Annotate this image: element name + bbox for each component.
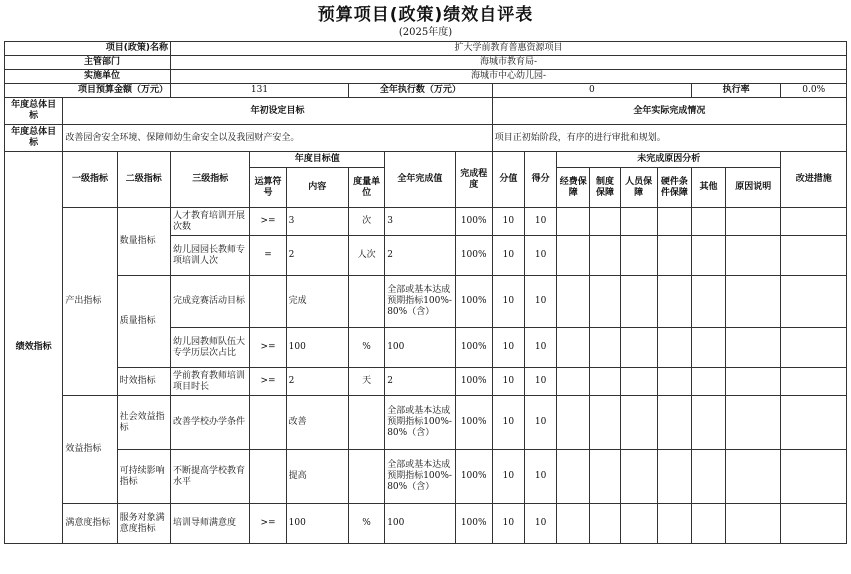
unit-header: 度量单位 [348,168,384,208]
done-cell: 2 [385,368,455,396]
level2-header: 二级指标 [117,152,170,208]
annual-target-header: 年度目标值 [250,152,385,168]
score-value-header: 分值 [492,152,524,208]
done-header: 全年完成值 [385,152,455,208]
page-title: 预算项目(政策)绩效自评表 [317,5,534,25]
initial-goal-text: 改善园舍安全环境、保障师幼生命安全以及我园财产安全。 [63,125,492,152]
operator-cell [250,396,286,450]
degree-cell: 100% [455,450,492,504]
reason-system-header: 制度保障 [590,168,620,208]
unit-cell: 次 [348,208,384,236]
reason-staff-header: 人员保障 [620,168,657,208]
done-cell: 全部或基本达成预期指标100%-80%（含） [385,276,455,328]
reason-fund-header: 经费保障 [557,168,590,208]
score-value-cell: 10 [492,328,524,368]
level3-cell: 学前教育教师培训项目时长 [170,368,249,396]
score-cell: 10 [524,276,556,328]
content-cell: 提高 [286,450,348,504]
unit-label: 实施单位 [5,70,171,84]
level1-header: 一级指标 [63,152,117,208]
done-cell: 3 [385,208,455,236]
content-cell: 改善 [286,396,348,450]
done-cell: 100 [385,504,455,544]
content-cell: 3 [286,208,348,236]
project-name-label: 项目(政策)名称 [5,42,171,56]
degree-cell: 100% [455,276,492,328]
group-timeliness: 时效指标 [117,368,170,396]
performance-indicator-label: 绩效指标 [5,152,63,544]
operator-cell [250,450,286,504]
done-cell: 2 [385,236,455,276]
level3-cell: 改善学校办学条件 [170,396,249,450]
dept-value: 海城市教育局- [170,56,846,70]
degree-cell: 100% [455,208,492,236]
level3-cell: 培训导师满意度 [170,504,249,544]
level3-cell: 完成竞赛活动目标 [170,276,249,328]
group-quantity: 数量指标 [117,208,170,276]
year-subtitle: (2025年度) [398,27,453,38]
group-sustain: 可持续影响指标 [117,450,170,504]
group-satisfaction: 满意度指标 [63,504,117,544]
degree-cell: 100% [455,504,492,544]
degree-cell: 100% [455,236,492,276]
unit-row [5,70,847,84]
degree-cell: 100% [455,368,492,396]
group-benefit: 效益指标 [63,396,117,504]
operator-cell: = [250,236,286,276]
group-quality: 质量指标 [117,276,170,368]
score-value-cell: 10 [492,450,524,504]
unit-cell: % [348,504,384,544]
content-cell: 100 [286,328,348,368]
table-row [5,208,847,236]
exec-label: 全年执行数（万元） [348,84,492,98]
content-cell: 2 [286,236,348,276]
level3-cell: 人才教育培训开展次数 [170,208,249,236]
content-cell: 完成 [286,276,348,328]
goal-text-row [5,125,847,152]
goal-header-row [5,98,847,125]
table-row [5,396,847,450]
score-value-cell: 10 [492,208,524,236]
score-value-cell: 10 [492,236,524,276]
table-row [5,504,847,544]
rate-label: 执行率 [691,84,781,98]
score-value-cell: 10 [492,276,524,328]
reason-note-header: 原因说明 [726,168,781,208]
initial-goal-header: 年初设定目标 [63,98,492,125]
score-cell: 10 [524,504,556,544]
score-cell: 10 [524,208,556,236]
content-header: 内容 [286,168,348,208]
actual-goal-header: 全年实际完成情况 [492,98,846,125]
operator-cell [250,276,286,328]
score-value-cell: 10 [492,368,524,396]
done-cell: 全部或基本达成预期指标100%-80%（含） [385,450,455,504]
measures-header: 改进措施 [781,152,847,208]
content-cell: 2 [286,368,348,396]
unit-cell: 人次 [348,236,384,276]
unit-cell: 天 [348,368,384,396]
score-cell: 10 [524,328,556,368]
group-social: 社会效益指标 [117,396,170,450]
project-name-row [5,42,847,56]
indicator-header-row-1 [5,152,847,168]
unit-cell: % [348,328,384,368]
evaluation-table [4,41,847,544]
degree-header: 完成程度 [455,152,492,208]
annual-goal-label: 年度总体目标 [5,98,63,125]
operator-cell: >= [250,504,286,544]
score-value-cell: 10 [492,396,524,450]
done-cell: 100 [385,328,455,368]
reason-analysis-header: 未完成原因分析 [557,152,781,168]
unit-cell [348,396,384,450]
budget-row [5,84,847,98]
group-output: 产出指标 [63,208,117,396]
operator-cell: >= [250,208,286,236]
done-cell: 全部或基本达成预期指标100%-80%（含） [385,396,455,450]
content-cell: 100 [286,504,348,544]
level3-cell: 不断提高学校教育水平 [170,450,249,504]
unit-cell [348,276,384,328]
score-value-cell: 10 [492,504,524,544]
unit-value: 海城市中心幼儿园- [170,70,846,84]
actual-goal-text: 项目正初始阶段，有序的进行审批和规划。 [492,125,846,152]
reason-other-header: 其他 [691,168,725,208]
operator-header: 运算符号 [250,168,286,208]
operator-cell: >= [250,328,286,368]
budget-label: 项目预算金额（万元） [5,84,171,98]
dept-label: 主管部门 [5,56,171,70]
budget-value: 131 [170,84,348,98]
project-name-value: 扩大学前教育普惠资源项目 [170,42,846,56]
score-cell: 10 [524,396,556,450]
score-cell: 10 [524,368,556,396]
group-service: 服务对象满意度指标 [117,504,170,544]
level3-header: 三级指标 [170,152,249,208]
score-header: 得分 [524,152,556,208]
table-row [5,368,847,396]
rate-value: 0.0% [781,84,847,98]
annual-goal-label-2: 年度总体目标 [5,125,63,152]
score-cell: 10 [524,450,556,504]
table-row [5,276,847,328]
operator-cell: >= [250,368,286,396]
level3-cell: 幼儿园园长教师专项培训人次 [170,236,249,276]
unit-cell [348,450,384,504]
degree-cell: 100% [455,396,492,450]
table-row [5,450,847,504]
degree-cell: 100% [455,328,492,368]
dept-row [5,56,847,70]
score-cell: 10 [524,236,556,276]
reason-hardware-header: 硬件条件保障 [657,168,691,208]
level3-cell: 幼儿园教师队伍大专学历层次占比 [170,328,249,368]
exec-value: 0 [492,84,691,98]
